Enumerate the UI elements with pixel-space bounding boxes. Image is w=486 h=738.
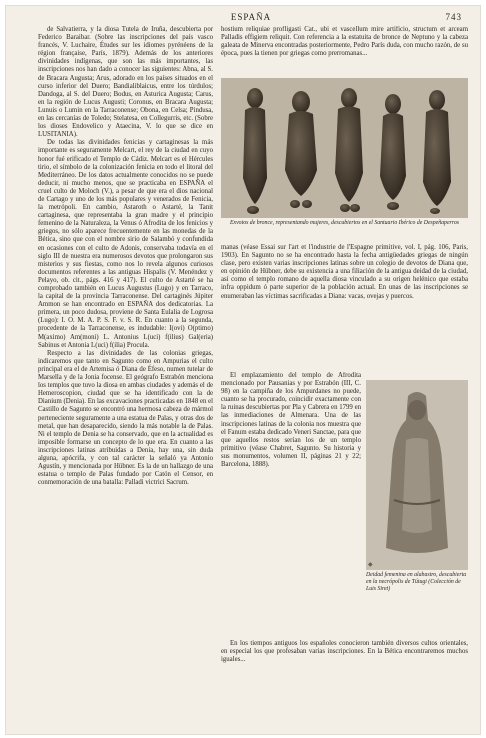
alabaster-deity-illustration [366, 380, 468, 570]
figure-alabaster-deity [366, 380, 468, 620]
right-column-narrow [221, 372, 361, 640]
paragraph: manas (véase Essai sur l'art et l'industrie de l'Espagne primitive, vol. I, pág. 106, Paris, 1903). En Sagunto no se ha encontrado hasta la fecha antigüedades griegas de ningún clase, pero existen varias inscripciones latinas sobre un colegio de devotos de Diana que, en opinión de Hübner, debe su existencia a una filiación de la antigua deidad de la ciudad, así como el templo romano de aquella diosa vinculado a su origen helénico que estaba infra oppidum ó parte superior de la población actual. En unas de las inscripciones se enumeraban las víctimas sacrificadas a Diana: vacas, ovejas y puercos. [221, 244, 468, 300]
alabaster-deity-photo [366, 380, 468, 570]
bronze-votives-illustration [221, 78, 468, 218]
left-column [38, 26, 213, 728]
paragraph: de Salvatierra, y la diosa Tutela de Iruña, descubierta por Federico Baraibar. (Sobre las inscripciones del país vasco francés, V. Luchaire, Études sur les idiomes pyrénéens de la région française, París, 1879). Además de los anteriores divinidades indígenas, que son las más importantes, las inscripciones nos han dado a conocer las siguientes: Abna, al S. de Bracara Augusta; Arus, adorado en los países situados en el curso inferior del Duero; Bandialiblaicus, entre los túrdulos; Dandoga, al S. del Duero; Bodus, en Asturica Augusta; Carus, en la región de Lucus Augusti; Coronus, en Bracara Augusta; Lunuis o Lumin en la Tarraconense; Obona, en Celsa; Pindusa, en las cercanías de Toledo; Stelatesa, en Collegurris, etc. (Sobre los dioses Endovelico y Ataecina, V. lo que se dice en LUSITANIA). [38, 26, 213, 139]
right-column-top [221, 26, 468, 78]
right-column-bottom [221, 640, 468, 728]
photo-mark: ◆ [368, 562, 373, 568]
paragraph: hostium reliquiae profligasti Cat., ubi et vascellum mire artificio, structum et arceam Palladis effigiem reliquit. Con referencia a la estatuita de bronce de Neptuno y la cabeza galeata de Minerva encontradas posteriormente, Pedro París duda, con mucho razón, de su época, pues la tienen por griegas como prerromanas... [221, 26, 468, 58]
figure-bronze-votives [221, 78, 468, 236]
figure-caption: Exvotos de bronce, representando mujeres, descubiertos en el Santuario Ibérico de Despeñaperros [230, 220, 459, 226]
running-title: ESPAÑA [230, 12, 272, 22]
paragraph: El emplazamiento del templo de Afrodita mencionado por Pausanias y por Estrabón (III, C. 98) en la campiña de los Ampurdanes no puede, cuanto se ha procurado, coincidir exactamente con la ruinas descubiertas por Pla y Cabrera en 1799 en las inmediaciones de Almenara. Una de las inscripciones latinas de la colonia nos muestra que el Fanum estaba dedicado Veneri Sanctae, para que que aquellos restos serían los de un templo primitivo (véase Chabret, Sagunto. Su historia y sus monumentos, volumen II, páginas 21 y 22; Barcelona, 1888). [221, 372, 361, 469]
right-column-middle [221, 244, 468, 372]
paragraph: En los tiempos antiguos los españoles conocieron también diversos cultos orientales, en especial los que profesaban varias inscripciones. En la Bética encontraremos muchos iguales... [221, 640, 468, 664]
page-header [34, 12, 468, 26]
bronze-votives-photo [221, 78, 468, 218]
paragraph: De todas las divinidades fenicias y cartaginesas la más importante es seguramente Melcart, el rey de la ciudad en cuyo honor fué erificado el Templo de Cádiz. Melcart es el Hércules tirio, el símbolo de la colonización fenicia en todo el litoral del Mediterráneo. De los datos actualmente conocidos no se puede deducir, ni mucho menos, que se practicaba en ESPAÑA el cruel culto de Moloch (V.), a pesar de que era el dios nacional de Cartago y uno de los más populares y venerados de Fenicia, la metrópoli. En cambio, Astaroth o Astarté, la Tanit cartaginesa, que representaba la gran madre y el principio femenino de la Naturaleza, la Venus ó Afrodita de los fenicios y griegos, no sólo aparece frecuentemente en las monedas de la Bética, sino que con el nombre sirio de Salambó y confundida en ocasiones con el culto de Adonis, conservaba todavía en el siglo III de nuestra era numerosos devotos que prolongaron sus misterios y sus fiestas, como nos lo revela algunos curiosos documentos referentes a las antiguas Hispalis (V. Menéndez y Pelayo, ob. cit., págs. 416 y 417). El culto de Astarté se ha comprobado también en Lucus Augustus (Lugo) y en Tarraco, la capital de la provincia Tarraconense. Del cartaginés Júpiter Ammon se han encontrado en ESPAÑA dos dedicatorias. La primera, un poco dudosa, proviene de Santa Eulalia de Logrosa (Lugo): I. O. M. A. P. S. F. v. S. R. En cuanto a la segunda, procedente de la Tarraconense, es indudable: I(ovi) O(ptimo) M(aximo) Am(moni) L. Antonius L(uci) f(ilius) Gal(eria) Sabinus et Antonia L(uci) f(ilia) Procula. [38, 139, 213, 349]
paragraph: Respecto a las divinidades de las colonias griegas, indicaremos que tanto en Sagunto como en Ampurias el culto principal era el de Artemisa ó Diana de Éfeso, numen tutelar de Marsella y de la Jonia focense. El geógrafo Estrabón menciona los templos que tuvo la diosa en ambas ciudades y además el de Hemeroscopion, ciudad que se ha identificado con la de Dianium (Denia). En las excavaciones practicadas en 1848 en el Castillo de Sagunto se encontró una hermosa cabeza de mármol perteneciente seguramente a una estatua de Palas, y otras dos de metal, que han desaparecido, siendo la más notable la de Palas. Ni el templo de Denia se ha conservado, que en la actualidad es imposible formarse un concepto de lo que era. En cuanto a las inscripciones latinas atribuidas a Denia, hay una, sin duda alguna, apócrifa, y con tal carácter la señaló ya Antonio Agustín, y mencionada por Hübner. Es la de un hallazgo de una estatua o templo de Palas fundado por Catón el Censor, en conmemoración de una batalla: Palladi victrici Sacrum. [38, 349, 213, 487]
figure-caption: Deidad femenina en alabastro, descubierta en la necrópolis de Tútugi (Colección de Luis Siret) [366, 572, 467, 592]
page-number: 743 [445, 12, 462, 22]
page-sheet [6, 6, 480, 734]
